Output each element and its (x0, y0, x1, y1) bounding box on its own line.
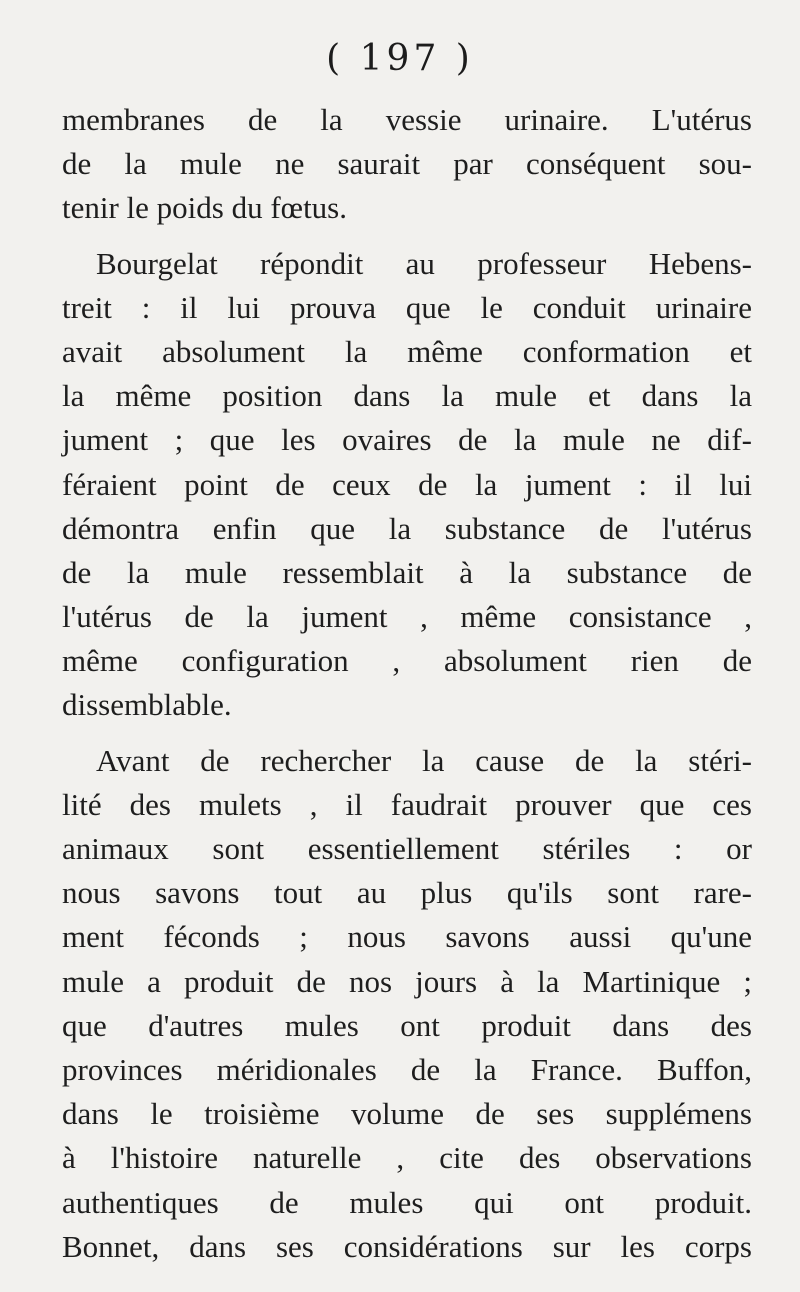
text-line: avait absolument la même conformation et (62, 333, 752, 369)
text-line: féraient point de ceux de la jument : il lui (62, 466, 752, 502)
text-line: dissemblable. (62, 687, 232, 723)
text-line: membranes de la vessie urinaire. L'utérus (62, 102, 752, 137)
text-line: démontra enfin que la substance de l'utérus (62, 510, 752, 546)
text-line: à l'histoire naturelle , cite des observations (62, 1140, 752, 1176)
text-line: ment féconds ; nous savons aussi qu'une (62, 919, 752, 955)
text-line: Bonnet, dans ses considérations sur les corps (62, 1228, 752, 1264)
text-line: nous savons tout au plus qu'ils sont rare- (62, 875, 752, 911)
text-line: Avant de rechercher la cause de la stéri- (96, 742, 752, 778)
text-line: la même position dans la mule et dans la (62, 378, 752, 414)
text-line: mule a produit de nos jours à la Martinique ; (62, 963, 752, 999)
text-line: jument ; que les ovaires de la mule ne dif- (62, 422, 752, 458)
paragraph-3 (62, 739, 752, 1269)
text-line: que d'autres mules ont produit dans des (62, 1007, 752, 1043)
text-line: provinces méridionales de la France. Buffon, (62, 1051, 752, 1087)
text-line: dans le troisième volume de ses supplémens (62, 1096, 752, 1132)
text-line: lité des mulets , il faudrait prouver que ces (62, 786, 752, 822)
paragraph-2 (62, 242, 752, 728)
text-line: de la mule ne saurait par conséquent sou- (62, 146, 752, 182)
page-number: ( 197 ) (326, 38, 474, 79)
text-line: authentiques de mules qui ont produit. (62, 1184, 752, 1220)
text-line: l'utérus de la jument , même consistance , (62, 599, 752, 635)
text-line: animaux sont essentiellement stériles : or (62, 831, 752, 866)
text-line: même configuration , absolument rien de (62, 643, 752, 679)
text-line: Bourgelat répondit au professeur Hebens- (96, 245, 752, 281)
body-text (62, 98, 752, 1269)
text-line: tenir le poids du fœtus. (62, 190, 347, 226)
text-line: treit : il lui prouva que le conduit urinaire (62, 289, 752, 325)
paragraph-1 (62, 98, 752, 231)
text-line: de la mule ressemblait à la substance de (62, 554, 752, 590)
